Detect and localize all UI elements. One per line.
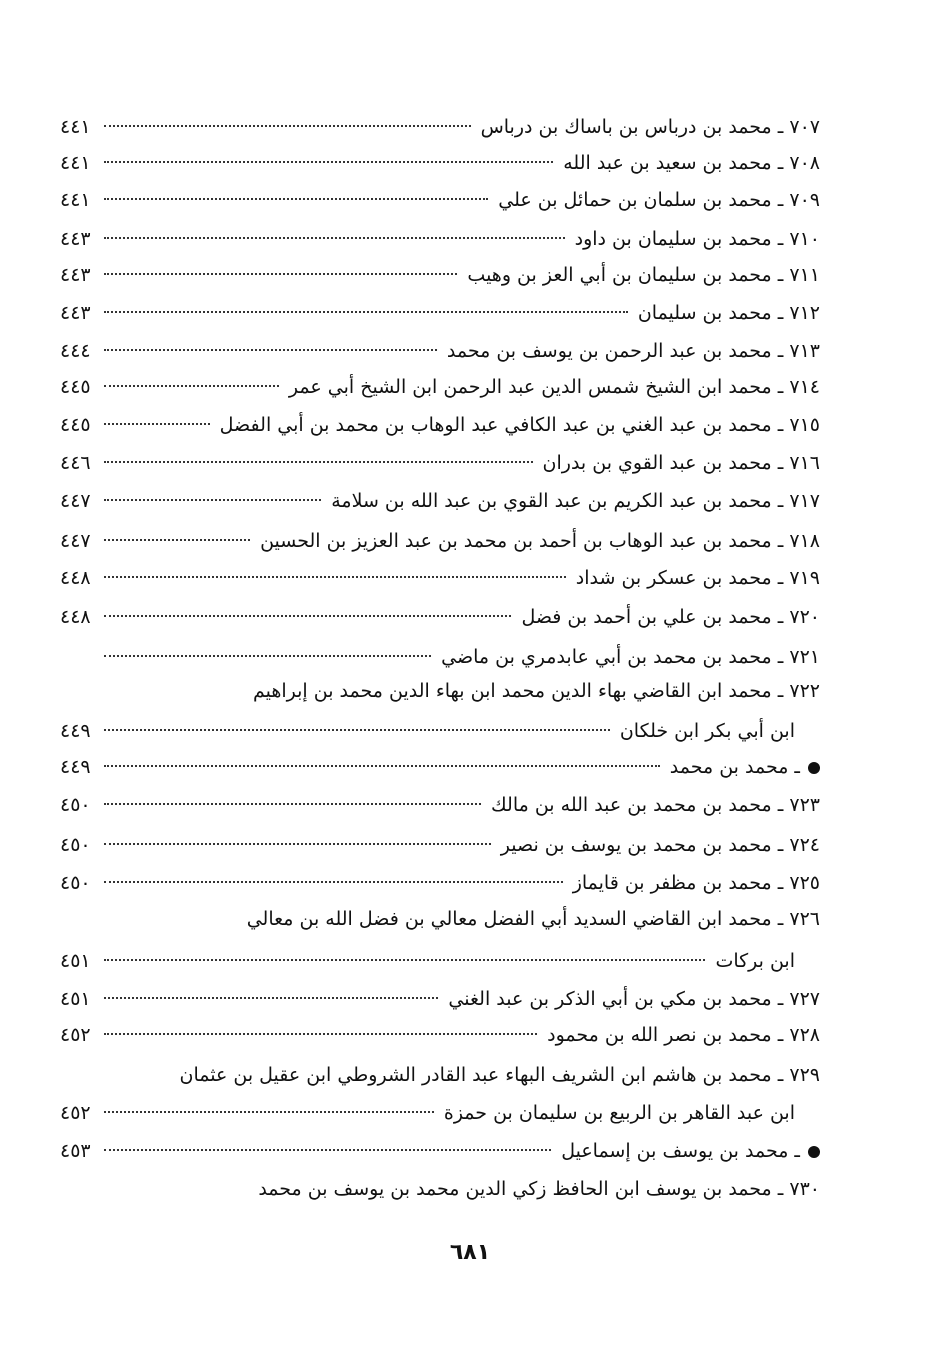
entry-title: ٧٠٨ ـ محمد بن سعيد بن عبد الله xyxy=(563,152,820,174)
toc-entry xyxy=(60,642,820,672)
toc-entry xyxy=(60,486,820,516)
entry-page: ٤٤١ xyxy=(60,189,91,211)
toc-entry xyxy=(60,148,820,178)
toc-entry xyxy=(60,868,820,898)
toc-entry-continuation xyxy=(60,946,795,976)
entry-title: ٧٢٢ ـ محمد ابن القاضي بهاء الدين محمد ابن بهاء الدين محمد بن إبراهيم xyxy=(252,680,820,702)
toc-entry xyxy=(60,448,820,478)
entry-title: ـ محمد بن محمد xyxy=(670,752,820,782)
entry-page: ٤٥٠ xyxy=(60,794,91,816)
entry-title: ٧١٩ ـ محمد بن عسكر بن شداد xyxy=(575,567,820,589)
dot-leader xyxy=(104,499,321,501)
entry-title: ٧٢٠ ـ محمد بن علي بن أحمد بن فضل xyxy=(521,606,820,628)
entry-title: ٧٢٤ ـ محمد بن محمد بن يوسف بن نصير xyxy=(500,834,820,856)
entry-title: ٧٢١ ـ محمد بن محمد بن أبي عابدمري بن ماضي xyxy=(441,646,820,668)
dot-leader xyxy=(104,311,628,313)
entry-title: ٧٢٨ ـ محمد بن نصر الله بن محمود xyxy=(547,1024,820,1046)
entry-page: ٤٤٣ xyxy=(60,264,91,286)
entry-page: ٤٥٢ xyxy=(60,1024,91,1046)
dot-leader xyxy=(104,161,553,163)
dot-leader xyxy=(104,237,565,239)
entry-title: ٧١١ ـ محمد بن سليمان بن أبي العز بن وهيب xyxy=(467,264,820,286)
toc-entry xyxy=(60,752,820,782)
dot-leader xyxy=(104,1033,537,1035)
bullet-icon xyxy=(808,1146,820,1158)
toc-entry xyxy=(60,224,820,254)
entry-page: ٤٥٠ xyxy=(60,834,91,856)
dot-leader xyxy=(104,765,660,767)
entry-title: ٧٢٩ ـ محمد بن هاشم ابن الشريف البهاء عبد القادر الشروطي ابن عقيل بن عثمان xyxy=(179,1064,820,1086)
toc-entry xyxy=(60,984,820,1014)
toc-entry xyxy=(60,298,820,328)
dot-leader xyxy=(104,576,566,578)
entry-page: ٤٤٦ xyxy=(60,452,91,474)
entry-title: ابن أبي بكر ابن خلكان xyxy=(619,720,795,742)
toc-entry xyxy=(60,372,820,402)
dot-leader xyxy=(104,125,471,127)
entry-title: ٧٠٧ ـ محمد بن درباس بن باساك بن درباس xyxy=(480,116,820,138)
entry-page: ٤٥٠ xyxy=(60,872,91,894)
entry-title: ٧١٦ ـ محمد بن عبد القوي بن بدران xyxy=(542,452,820,474)
entry-title: ٧١٣ ـ محمد بن عبد الرحمن بن يوسف بن محمد xyxy=(446,340,820,362)
entry-title: ابن بركات xyxy=(715,950,795,972)
entry-title: ٧١٨ ـ محمد بن عبد الوهاب بن أحمد بن محمد بن عبد العزيز بن الحسين xyxy=(260,530,820,552)
dot-leader xyxy=(104,881,563,883)
entry-page: ٤٤٣ xyxy=(60,302,91,324)
toc-entry xyxy=(60,336,820,366)
dot-leader xyxy=(104,615,511,617)
entry-title: ابن عبد القاهر بن الربيع بن سليمان بن حمزة xyxy=(443,1102,795,1124)
entry-page: ٤٤٣ xyxy=(60,228,91,250)
toc-entry xyxy=(60,1136,820,1166)
entry-page: ٤٤١ xyxy=(60,152,91,174)
entry-title: ٧١٧ ـ محمد بن عبد الكريم بن عبد القوي بن عبد الله بن سلامة xyxy=(331,490,820,512)
entry-page: ٤٤٨ xyxy=(60,567,91,589)
entry-title: ٧١٢ ـ محمد بن سليمان xyxy=(637,302,820,324)
toc-entry xyxy=(60,1020,820,1050)
toc-entry xyxy=(60,260,820,290)
entry-title: ٧٢٣ ـ محمد بن محمد بن عبد الله بن مالك xyxy=(491,794,820,816)
entry-page: ٤٤١ xyxy=(60,116,91,138)
dot-leader xyxy=(104,461,533,463)
entry-title: ٧١٥ ـ محمد بن عبد الغني بن عبد الكافي عبد الوهاب بن محمد بن أبي الفضل xyxy=(219,414,820,436)
toc-entry xyxy=(60,1060,820,1090)
toc-entry xyxy=(60,563,820,593)
entry-page: ٤٥٢ xyxy=(60,1102,91,1124)
entry-page: ٤٤٩ xyxy=(60,720,91,742)
entry-page: ٤٤٤ xyxy=(60,340,91,362)
entry-title: ٧٣٠ ـ محمد بن يوسف ابن الحافظ زكي الدين محمد بن يوسف بن محمد xyxy=(258,1178,820,1200)
toc-entry xyxy=(60,676,820,706)
entry-title: ـ محمد بن يوسف بن إسماعيل xyxy=(561,1136,820,1166)
entry-page: ٤٥١ xyxy=(60,988,91,1010)
dot-leader xyxy=(104,273,457,275)
bullet-icon xyxy=(808,762,820,774)
entry-title: ٧٢٧ ـ محمد بن مكي بن أبي الذكر بن عبد الغني xyxy=(448,988,820,1010)
toc-entry-continuation xyxy=(60,716,795,746)
toc-entry xyxy=(60,410,820,440)
dot-leader xyxy=(104,729,610,731)
dot-leader xyxy=(104,959,705,961)
dot-leader xyxy=(104,423,210,425)
dot-leader xyxy=(104,198,488,200)
dot-leader xyxy=(104,997,438,999)
entry-page: ٤٤٥ xyxy=(60,376,91,398)
entry-page: ٤٥٣ xyxy=(60,1140,91,1162)
dot-leader xyxy=(104,655,431,657)
toc-entry-continuation xyxy=(60,1098,795,1128)
dot-leader xyxy=(104,1149,551,1151)
entry-page: ٤٤٥ xyxy=(60,414,91,436)
dot-leader xyxy=(104,803,481,805)
entry-title: ٧١٤ ـ محمد ابن الشيخ شمس الدين عبد الرحمن ابن الشيخ أبي عمر xyxy=(288,376,820,398)
page-number: ٦٨١ xyxy=(449,1240,491,1265)
entry-page: ٤٥١ xyxy=(60,950,91,972)
toc-entry xyxy=(60,602,820,632)
dot-leader xyxy=(104,539,250,541)
toc-entry xyxy=(60,112,820,142)
entry-page: ٤٤٨ xyxy=(60,606,91,628)
toc-entry xyxy=(60,830,820,860)
toc-entry xyxy=(60,790,820,820)
dot-leader xyxy=(104,843,491,845)
toc-entry xyxy=(60,526,820,556)
entry-title: ٧١٠ ـ محمد بن سليمان بن داود xyxy=(574,228,820,250)
entry-page: ٤٤٧ xyxy=(60,530,91,552)
toc-entry xyxy=(60,185,820,215)
dot-leader xyxy=(104,349,437,351)
dot-leader xyxy=(104,385,279,387)
entry-page: ٤٤٧ xyxy=(60,490,91,512)
entry-title: ٧٠٩ ـ محمد بن سلمان بن حمائل بن علي xyxy=(498,189,820,211)
entry-page: ٤٤٩ xyxy=(60,756,91,778)
entry-title: ٧٢٦ ـ محمد ابن القاضي السديد أبي الفضل معالي بن فضل الله بن معالي xyxy=(246,908,820,930)
entry-title: ٧٢٥ ـ محمد بن مظفر بن قايماز xyxy=(572,872,820,894)
dot-leader xyxy=(104,1111,434,1113)
toc-entry xyxy=(60,1174,820,1204)
toc-entry xyxy=(60,904,820,934)
